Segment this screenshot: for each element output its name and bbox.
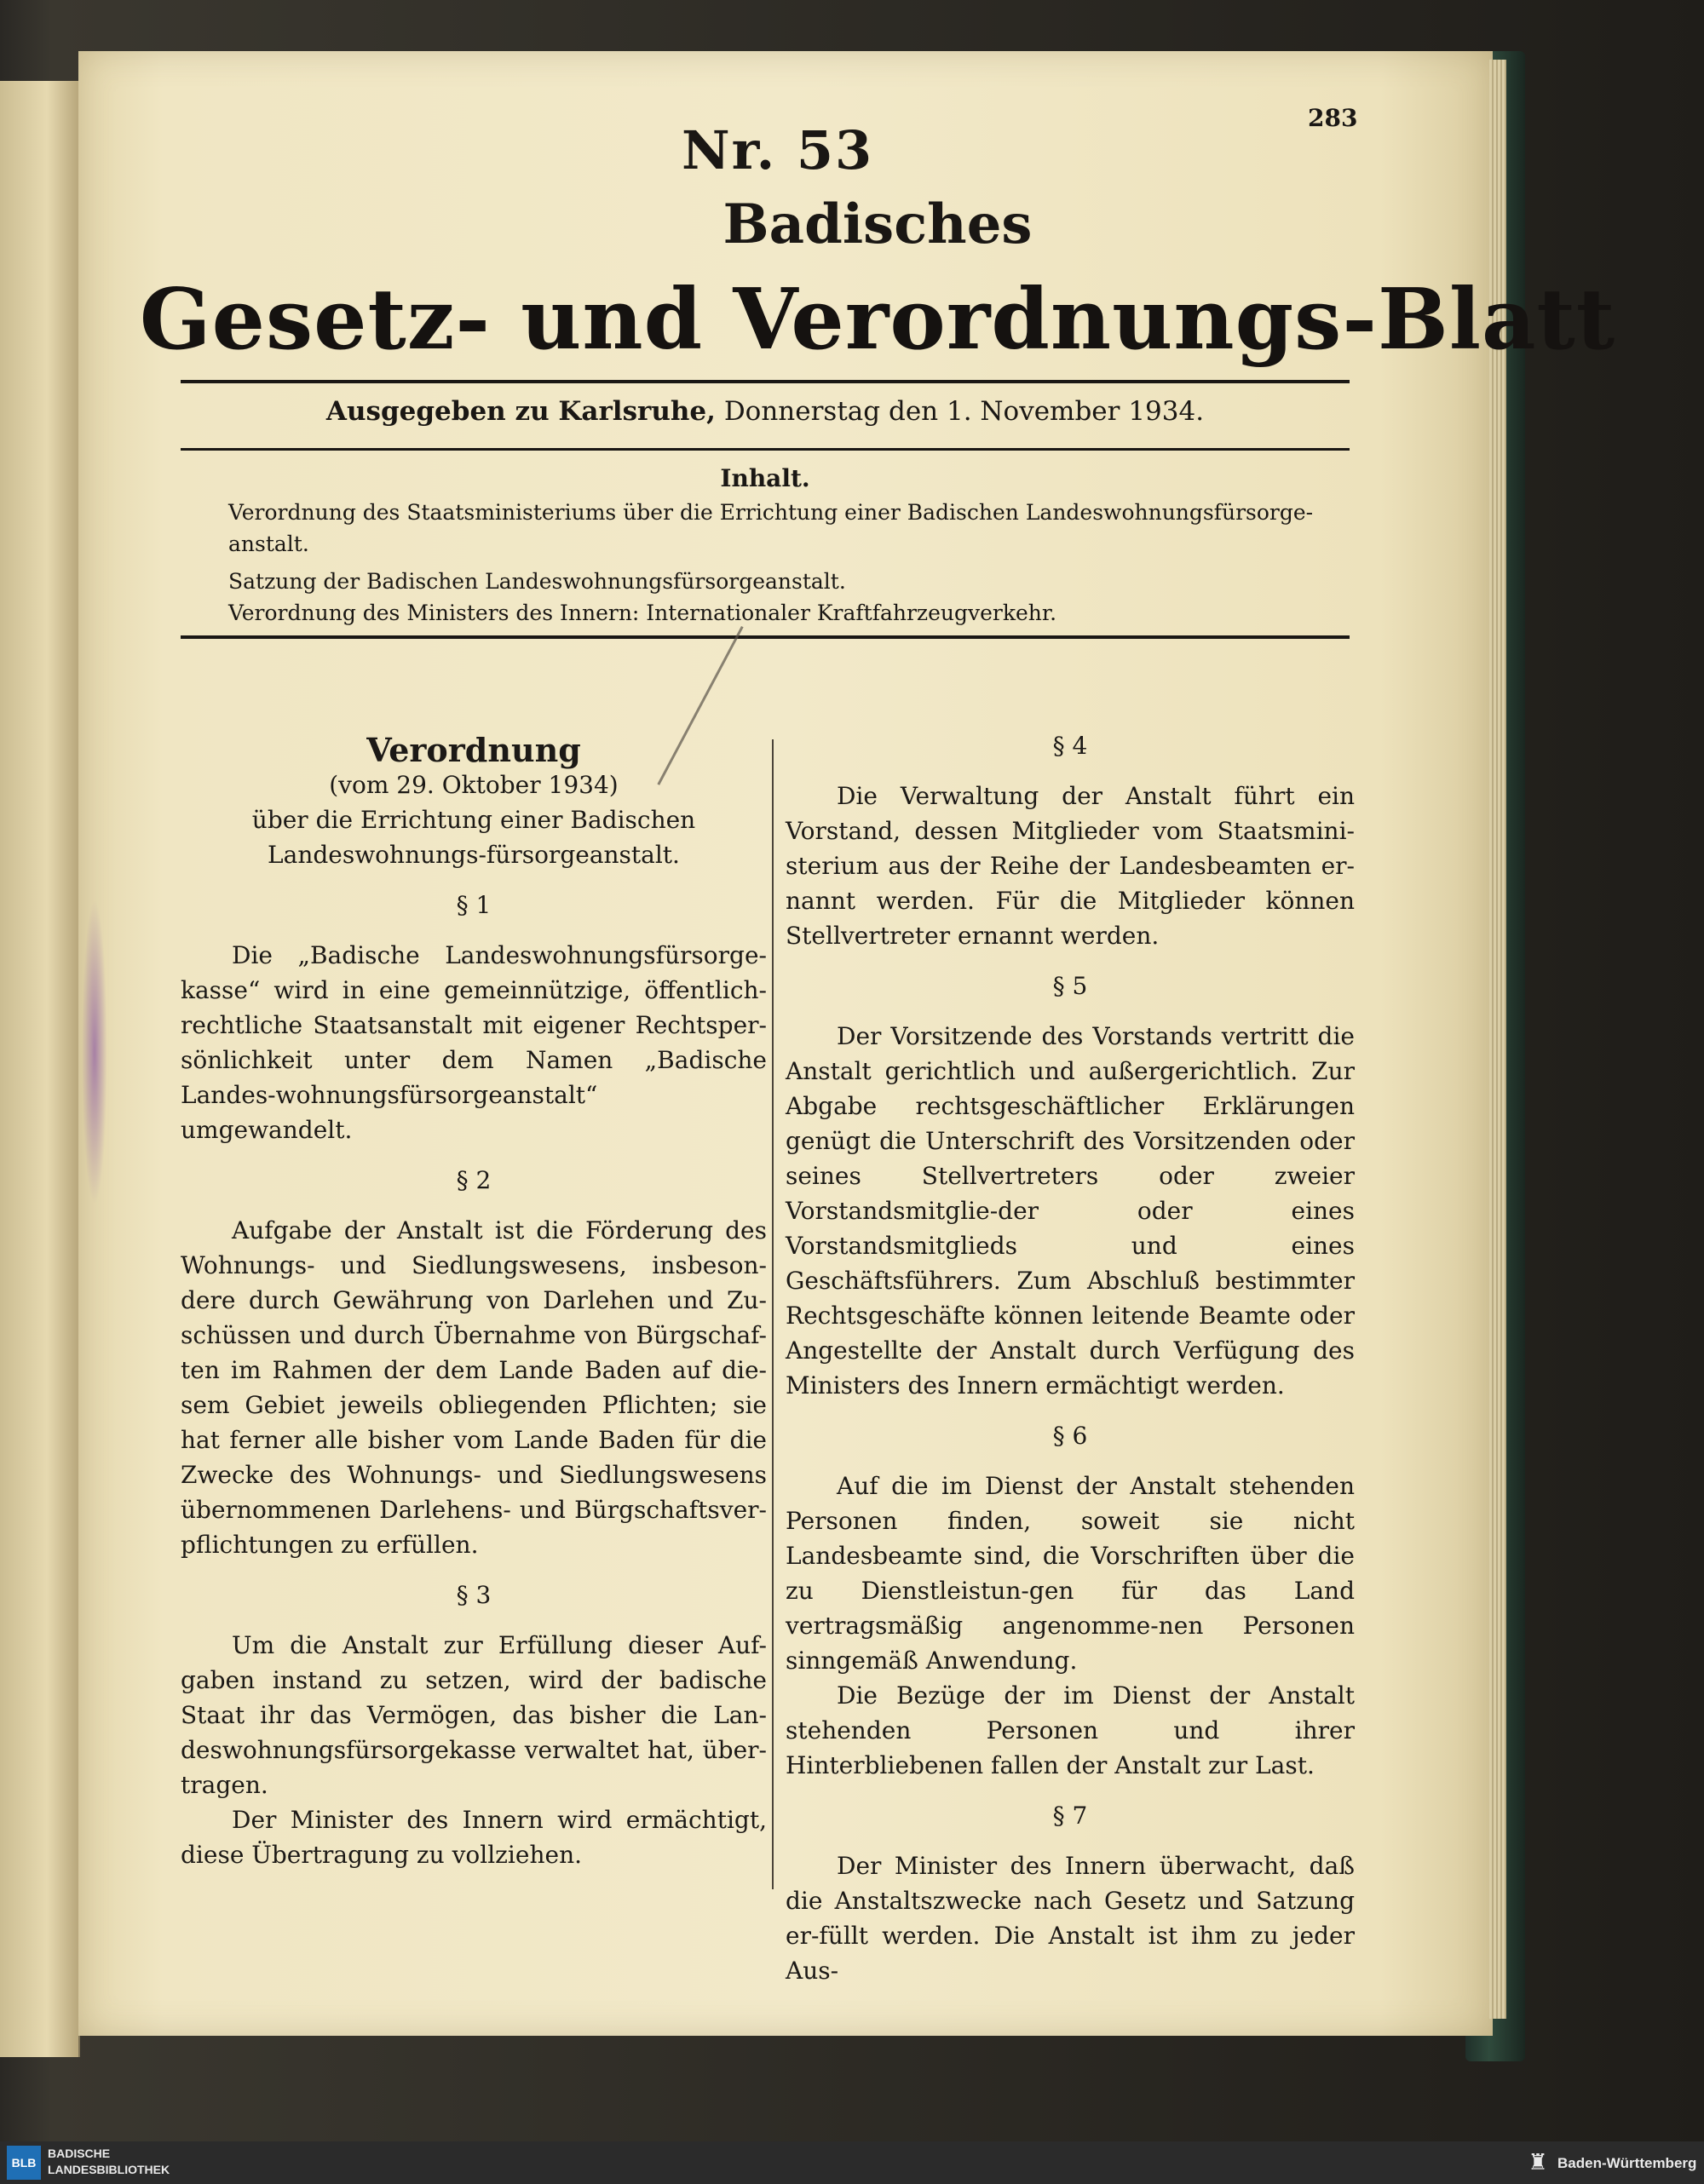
viewer-footer (0, 2141, 1704, 2184)
contents-heading: Inhalt. (720, 464, 810, 492)
issue-date-line (181, 396, 1350, 427)
contents-item-3: Verordnung des Ministers des Innern: Internationaler Kraftfahrzeugverkehr. (228, 601, 1057, 625)
masthead-title: Gesetz- und Verordnungs-Blatt (139, 271, 1616, 369)
state-name[interactable]: Baden-Württemberg (1557, 2155, 1697, 2171)
ordinance-heading: Verordnung (366, 731, 581, 769)
masthead-rule-top (181, 380, 1350, 383)
library-name-line-2: LANDESBIBLIOTHEK (48, 2163, 170, 2176)
contents-item-1: Verordnung des Staatsministeriums über die Errichtung einer Badischen Landeswohnungsfürsorge-anstalt. (228, 500, 1314, 556)
section-3-text-1: Um die Anstalt zur Erfüllung dieser Auf-gaben instand zu setzen, wird der badische Staat ihr das Vermögen, das bisher die Lan-deswohnungsfürsorgekasse verwaltet hat, über-tragen. (181, 1631, 767, 1799)
left-page-edge (0, 81, 80, 2057)
section-1-title: § 1 (456, 891, 492, 919)
section-7-title: § 7 (1052, 1802, 1088, 1830)
column-divider (772, 739, 774, 1889)
ordinance-date: (vom 29. Oktober 1934) (329, 771, 619, 799)
section-6-text-2: Die Bezüge der im Dienst der Anstalt stehenden Personen und ihrer Hinterbliebenen fallen der Anstalt zur Last. (786, 1681, 1355, 1779)
section-4-title: § 4 (1052, 732, 1088, 760)
section-5-text: Der Vorsitzende des Vorstands vertritt die Anstalt gerichtlich und außergerichtlich. Zur Abgabe rechtsgeschäftlicher Erklärungen genügt die Unterschrift des Vorsitzenden oder seines Stellvertreters oder zweier Vorstandsmitglie-der oder eines Vorstandsmitglieds und eines Geschäftsführers. Zum Abschluß bestimmter Rechtsgeschäfte können leitende Beamte oder Angestellte der Anstalt durch Verfügung des Ministers des Innern ermächtigt werden. (786, 1022, 1355, 1399)
section-2-title: § 2 (456, 1166, 492, 1194)
right-column (786, 728, 1355, 1988)
coat-of-arms-icon: ♜ (1528, 2150, 1548, 2175)
issued-place: Ausgegeben zu Karlsruhe, (325, 396, 716, 427)
section-2-text: Aufgabe der Anstalt ist die Förderung des Wohnungs- und Siedlungswesens, insbeson-dere durch Gewährung von Darlehen und Zu-schüssen und durch Übernahme von Bürgschaf-ten im Rahmen der dem Lande Baden auf die-sem Gebiet jeweils obliegenden Pflichten; sie hat ferner alle bisher vom Lande Baden für die Zwecke des Wohnungs- und Siedlungswesens übernommenen Darlehens- und Bürgschaftsver-pflichtungen zu erfüllen. (181, 1216, 767, 1559)
section-1-text: Die „Badische Landeswohnungsfürsorge-kasse“ wird in eine gemeinnützige, öffentlich-rechtliche Staatsanstalt mit eigener Rechtsper-sönlichkeit unter dem Namen „Badische Landes-wohnungsfürsorgeanstalt“ umgewandelt. (181, 941, 767, 1144)
issue-number: Nr. 53 (682, 119, 874, 181)
ordinance-subject: über die Errichtung einer Badischen Landeswohnungs-fürsorgeanstalt. (251, 806, 696, 869)
issued-date: Donnerstag den 1. November 1934. (723, 396, 1205, 427)
library-name-line-1: BADISCHE (48, 2147, 111, 2160)
contents-rule (181, 635, 1350, 639)
section-6-text-1: Auf die im Dienst der Anstalt stehenden Personen finden, soweit sie nicht Landesbeamte sind, die Vorschriften über die zu Dienstleistun-gen für das Land vertragsmäßig angenomme-nen Personen sinngemäß Anwendung. (786, 1472, 1355, 1675)
page-number: 283 (1308, 104, 1358, 132)
section-6-title: § 6 (1052, 1422, 1088, 1450)
library-name[interactable] (48, 2146, 170, 2178)
left-column (181, 733, 767, 1872)
section-4-text: Die Verwaltung der Anstalt führt ein Vorstand, dessen Mitglieder vom Staatsmini-sterium aus der Reihe der Landesbeamten er-nannt werden. Für die Mitglieder können Stellvertreter ernannt werden. (786, 782, 1355, 950)
blb-logo[interactable]: BLB (7, 2146, 41, 2180)
section-3-title: § 3 (456, 1581, 492, 1609)
section-3-text-2: Der Minister des Innern wird ermächtigt, diese Übertragung zu vollziehen. (181, 1806, 767, 1869)
section-7-text: Der Minister des Innern überwacht, daß die Anstaltszwecke nach Gesetz und Satzung er-füllt werden. Die Anstalt ist ihm zu jeder Aus- (786, 1852, 1355, 1985)
library-stamp (82, 899, 107, 1205)
masthead-subtitle: Badisches (722, 193, 1033, 256)
masthead-rule-bottom (181, 448, 1350, 451)
section-5-title: § 5 (1052, 972, 1088, 1000)
contents-item-2: Satzung der Badischen Landeswohnungsfürsorgeanstalt. (228, 569, 846, 594)
